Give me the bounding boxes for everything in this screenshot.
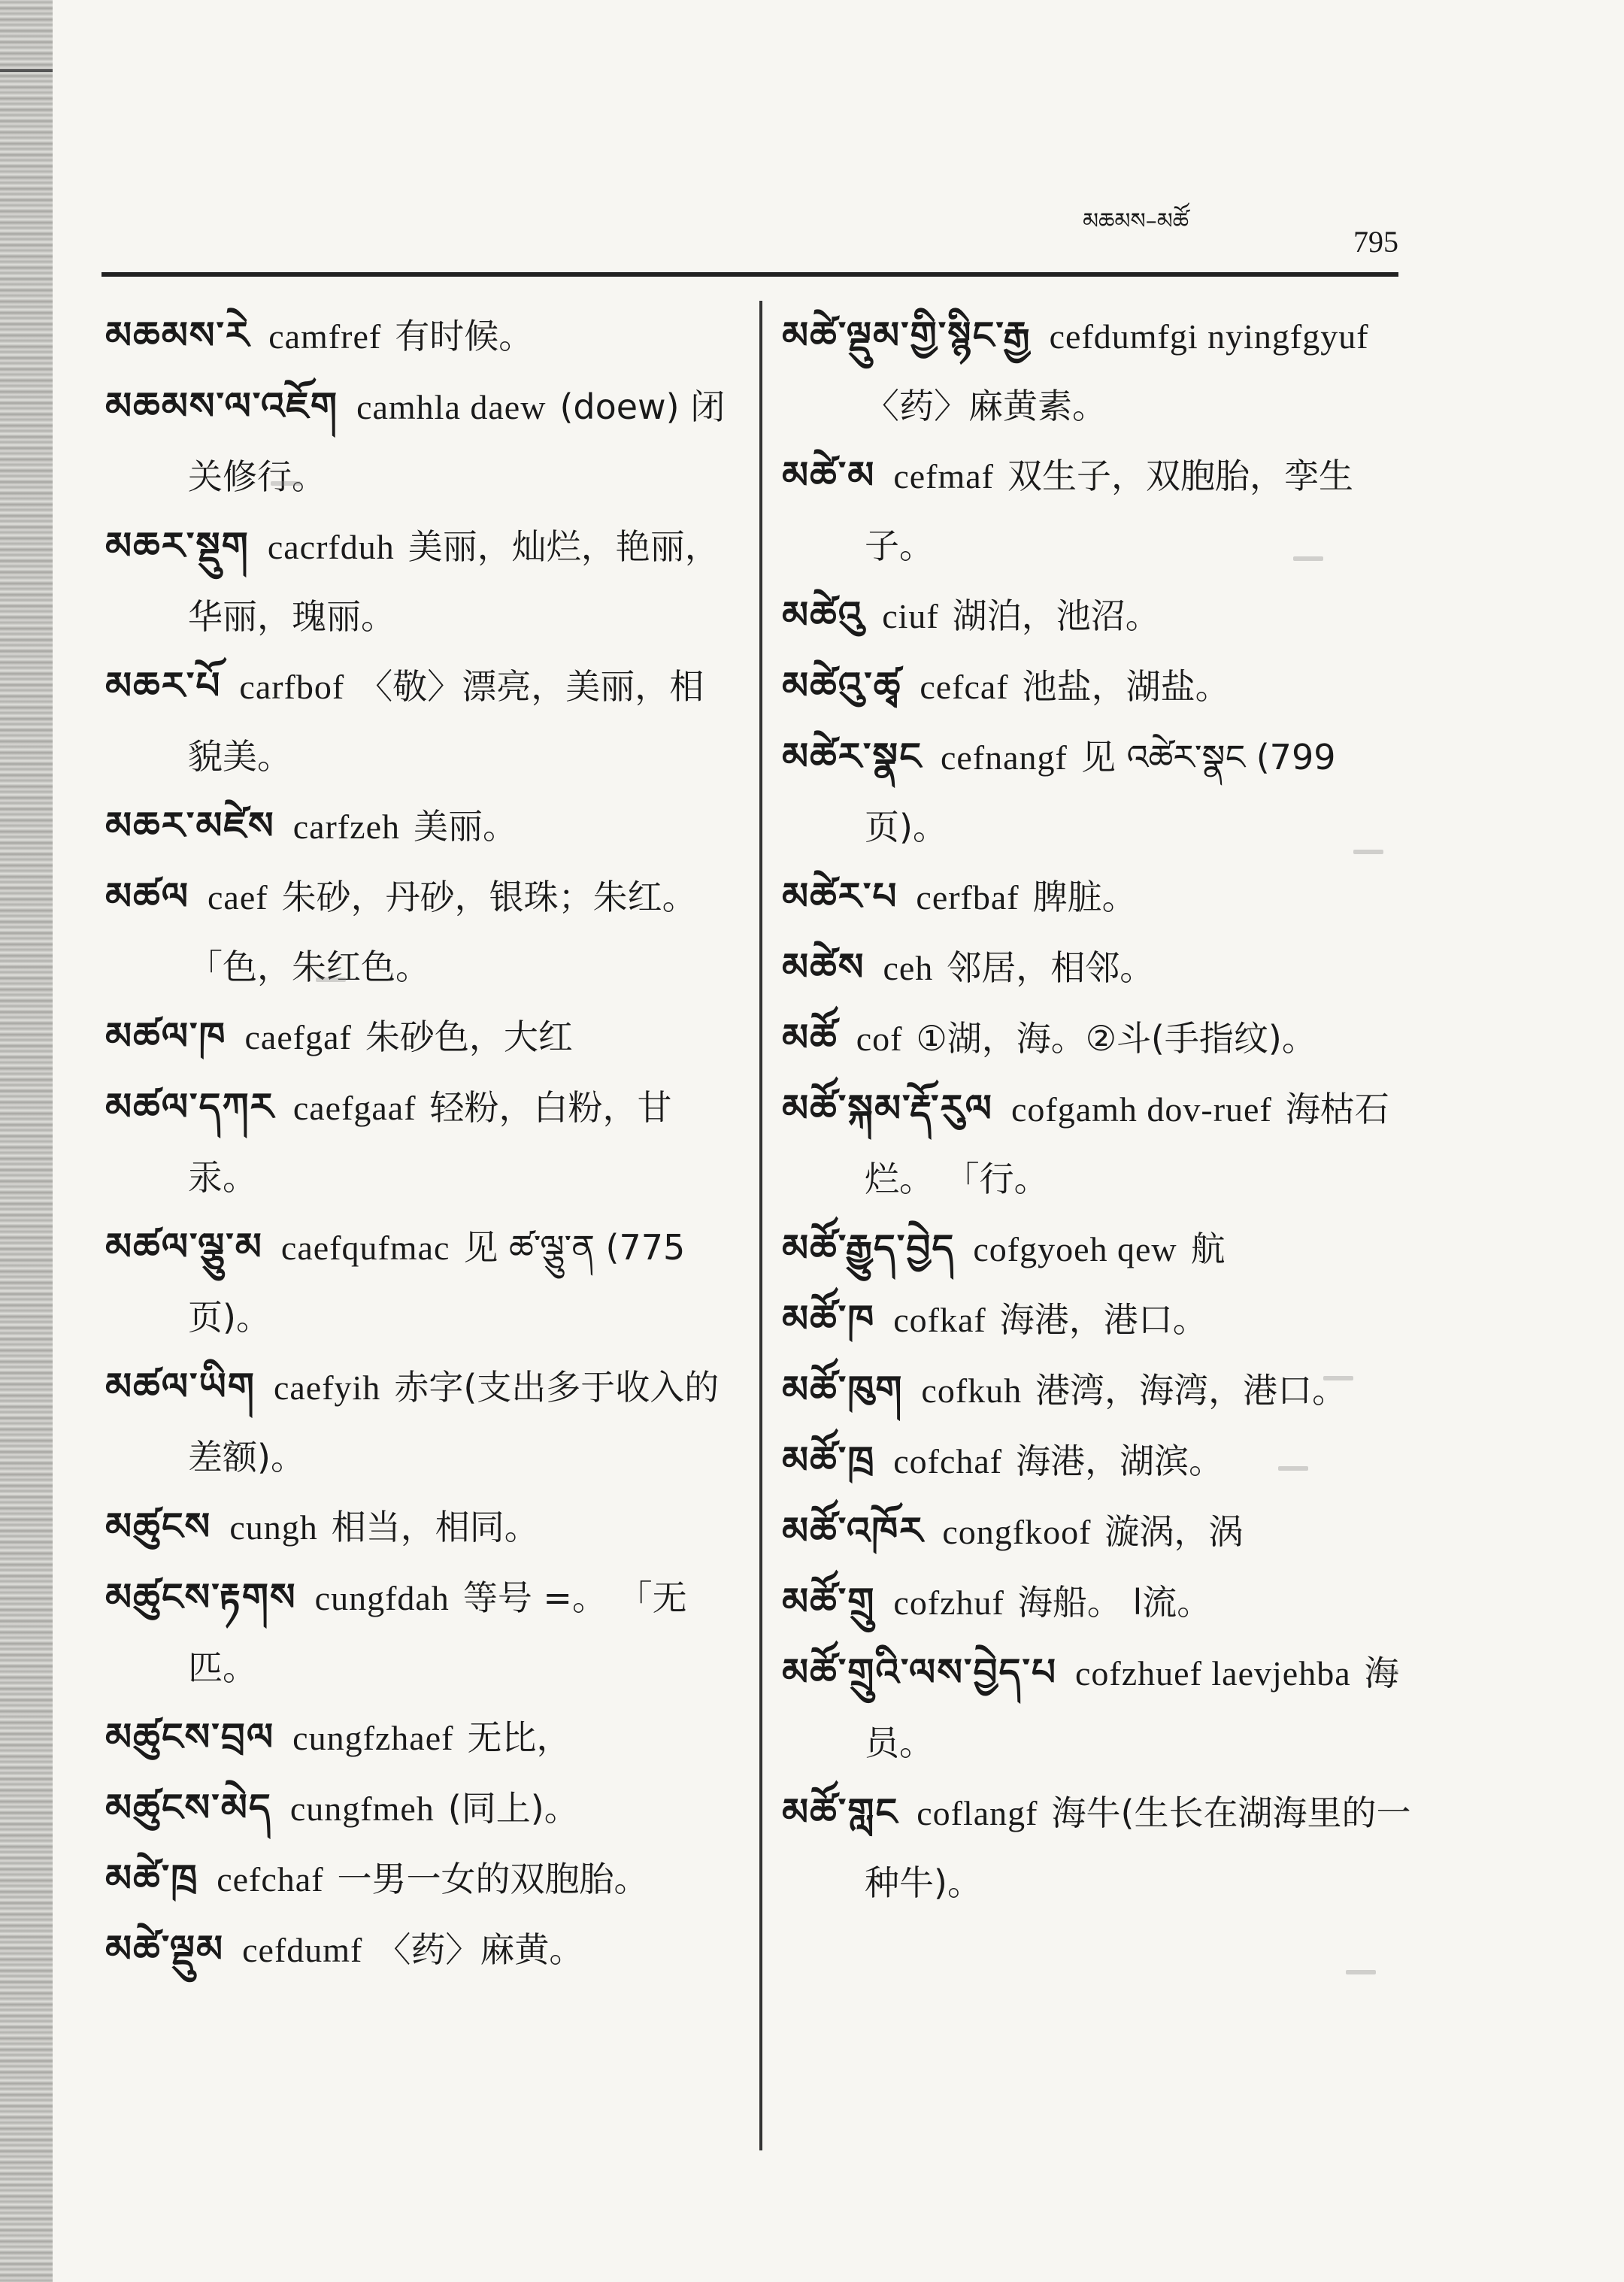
entry-definition: 脾脏。 <box>1032 877 1137 917</box>
dictionary-entry <box>782 1496 1413 1567</box>
entry-headword: མཆར་སྡུག <box>105 524 250 568</box>
entry-definition: 〈敬〉漂亮，美丽，相貌美。 <box>188 666 704 777</box>
entry-romanization: cefdumf <box>242 1931 363 1969</box>
dictionary-entry <box>105 371 737 511</box>
entry-definition: 朱砂色，大红 <box>365 1017 573 1057</box>
entry-headword: མཚེར་སྣང <box>782 735 923 778</box>
entry-romanization: caefyih <box>273 1368 381 1407</box>
scan-edge-shadow <box>0 0 53 2282</box>
entry-definition: 海港，港口。 <box>999 1299 1207 1340</box>
scan-speck <box>316 977 346 982</box>
entry-romanization: cungfdah <box>314 1579 450 1617</box>
entry-definition: 见 ཚ་ལྕུ་ན (775页)。 <box>188 1227 686 1338</box>
dictionary-entry <box>105 1352 737 1492</box>
entry-headword: མཚུངས <box>105 1505 212 1548</box>
dictionary-entry <box>782 1567 1413 1638</box>
entry-headword: མཚོ་ཁྲ <box>782 1438 876 1482</box>
scan-speck <box>1346 1970 1376 1974</box>
entry-headword: མཚུངས་བྲལ <box>105 1715 275 1759</box>
dictionary-entry <box>105 862 737 1002</box>
entry-headword: མཚུངས་མེད <box>105 1786 272 1829</box>
dictionary-entry <box>105 1492 737 1562</box>
entry-headword: མཆམས་ལ་འཇོག <box>105 384 339 428</box>
guide-words: མཆམས–མཚོ <box>1083 208 1189 235</box>
entry-definition: 邻居，相邻。 <box>947 947 1155 988</box>
entry-headword: མཆར་པོ <box>105 664 222 708</box>
dictionary-entry <box>782 1638 1413 1777</box>
page-header <box>1083 208 1398 259</box>
column-divider <box>759 301 762 2150</box>
scan-speck <box>1278 1466 1308 1471</box>
entry-definition: (同上)。 <box>447 1788 579 1829</box>
entry-headword: མཚལ <box>105 874 189 918</box>
entry-headword: མཚལ་དཀར <box>105 1085 275 1129</box>
entry-definition: 赤字(支出多于收入的差额)。 <box>188 1367 720 1477</box>
scan-speck <box>1353 850 1383 854</box>
entry-definition: 等号 =。 「无匹。 <box>188 1577 687 1688</box>
dictionary-entry <box>105 651 737 791</box>
entry-headword: མཚལ་ལྕུ་མ <box>105 1225 263 1268</box>
dictionary-entry <box>782 301 1413 441</box>
entry-romanization: cofkuh <box>921 1371 1023 1410</box>
entry-headword: མཚོ་གྲུ <box>782 1580 876 1623</box>
scan-edge-mark <box>0 69 53 72</box>
entry-definition: 双生子，双胞胎，孪生子。 <box>865 456 1353 566</box>
entry-romanization: cefcaf <box>920 668 1009 706</box>
right-column <box>782 301 1413 1917</box>
scan-speck <box>1323 1376 1353 1380</box>
dictionary-entry <box>105 511 737 651</box>
entry-headword: མཚལ་ཡིག <box>105 1365 256 1408</box>
entry-headword: མཚེའུ <box>782 593 865 637</box>
entry-headword: མཚོ་རྒྱུད་བྱེད <box>782 1226 956 1270</box>
entry-definition: 漩涡，涡 <box>1104 1511 1244 1552</box>
entry-headword: མཚེ་ཁྲ <box>105 1856 199 1900</box>
entry-headword: མཚུངས་རྟགས <box>105 1575 297 1619</box>
entry-romanization: cofzhuef laevjehba <box>1075 1654 1351 1693</box>
entry-romanization: caef <box>208 878 268 917</box>
entry-romanization: cungfzhaef <box>292 1719 454 1757</box>
entry-definition: 海港，湖滨。 <box>1016 1441 1224 1481</box>
dictionary-entry <box>782 722 1413 862</box>
entry-romanization: cofchaf <box>893 1442 1003 1480</box>
dictionary-entry <box>782 1355 1413 1426</box>
dictionary-entry <box>782 1214 1413 1284</box>
entry-headword: མཚོ <box>782 1016 838 1059</box>
entry-romanization: congfkoof <box>942 1513 1092 1551</box>
entry-headword: མཚོ་ཁ <box>782 1297 876 1341</box>
dictionary-entry <box>105 1212 737 1352</box>
dictionary-entry <box>105 1844 737 1914</box>
page-number: 795 <box>1353 225 1398 259</box>
entry-romanization: cacrfduh <box>267 528 395 566</box>
dictionary-entry <box>782 1003 1413 1074</box>
entry-definition: 港湾，海湾，港口。 <box>1035 1370 1347 1411</box>
entry-romanization: cerfbaf <box>916 878 1020 917</box>
entry-romanization: camfref <box>268 317 382 356</box>
entry-definition: 海牛(生长在湖海里的一种牛)。 <box>865 1793 1411 1903</box>
entry-definition: 海员。 <box>865 1653 1399 1763</box>
left-column <box>105 301 737 1985</box>
entry-romanization: cofgyoeh qew <box>973 1230 1177 1268</box>
dictionary-entry <box>782 651 1413 722</box>
dictionary-entry <box>105 1072 737 1212</box>
dictionary-entry <box>105 791 737 862</box>
header-rule <box>102 272 1398 277</box>
entry-definition: 相当，相同。 <box>331 1507 539 1547</box>
entry-headword: མཚོ་ཁུག <box>782 1368 904 1411</box>
entry-headword: མཚོ་གླང <box>782 1790 899 1834</box>
entry-headword: མཚེ་ལྡུམ <box>105 1927 225 1971</box>
entry-romanization: camhla daew <box>356 388 547 426</box>
entry-definition: 朱砂，丹砂，银珠；朱红。 「色，朱红色。 <box>188 877 697 987</box>
dictionary-entry <box>782 580 1413 651</box>
entry-romanization: coflangf <box>917 1794 1038 1832</box>
entry-definition: 轻粉，白粉，甘汞。 <box>188 1087 672 1198</box>
entry-headword: མཆར་མཛེས <box>105 804 275 847</box>
entry-definition: 见 འཚེར་སྣང (799页)。 <box>865 737 1336 847</box>
entry-romanization: carfzeh <box>292 808 401 846</box>
scan-speck <box>271 481 301 486</box>
entry-definition: 湖泊，池沼。 <box>952 596 1160 636</box>
scan-speck <box>1368 1669 1398 1674</box>
entry-definition: 美丽，灿烂，艳丽，华丽，瑰丽。 <box>188 526 720 637</box>
entry-romanization: ceh <box>883 949 934 987</box>
entry-romanization: cefnangf <box>940 738 1068 777</box>
entry-romanization: ciuf <box>882 597 939 635</box>
dictionary-entry <box>782 1284 1413 1355</box>
entry-definition: 海枯石烂。 「行。 <box>865 1089 1389 1199</box>
entry-definition: 海船。 l流。 <box>1017 1582 1212 1623</box>
dictionary-entry <box>105 1562 737 1702</box>
entry-romanization: cof <box>856 1020 903 1058</box>
entry-headword: མཚེའུ་ཚྭ <box>782 664 902 708</box>
entry-romanization: cefmaf <box>893 457 994 495</box>
entry-definition: 〈药〉麻黄。 <box>376 1929 584 1970</box>
dictionary-entry <box>105 1002 737 1072</box>
dictionary-entry <box>105 1773 737 1844</box>
entry-romanization: carfbof <box>239 668 345 706</box>
dictionary-entry <box>782 862 1413 932</box>
entry-romanization: cofzhuf <box>893 1583 1004 1622</box>
entry-headword: མཚེ་མ <box>782 453 876 497</box>
scan-speck <box>1293 556 1323 561</box>
entry-definition: 美丽。 <box>414 806 518 847</box>
dictionary-entry <box>105 301 737 371</box>
dictionary-entry <box>782 932 1413 1003</box>
entry-romanization: cofkaf <box>893 1301 986 1339</box>
dictionary-entry <box>105 1914 737 1985</box>
entry-headword: མཚོ་གྲུའི་ལས་བྱེད་པ <box>782 1650 1057 1694</box>
entry-definition: 有时候。 <box>395 316 534 356</box>
dictionary-entry <box>782 1777 1413 1917</box>
entry-headword: མཚེ་ལྡུམ་གྱི་སྙིང་རྒྱ <box>782 314 1032 357</box>
entry-definition: 航 <box>1190 1229 1226 1269</box>
entry-headword: མཆམས་རེ <box>105 314 251 357</box>
entry-romanization: cungfmeh <box>289 1790 435 1828</box>
entry-headword: མཚེར་པ <box>782 874 898 918</box>
entry-romanization: cefchaf <box>217 1860 324 1899</box>
entry-headword: མཚོ་སྐམ་རྡོ་རུལ <box>782 1086 993 1130</box>
entry-romanization: caefgaf <box>244 1018 352 1056</box>
entry-definition: 无比， <box>467 1717 571 1758</box>
entry-definition: (doew) 闭关修行。 <box>188 386 726 497</box>
entry-headword: མཚལ་ཁ <box>105 1014 227 1058</box>
dictionary-entry <box>105 1702 737 1773</box>
entry-romanization: cungh <box>229 1508 318 1547</box>
entry-headword: མཚེས <box>782 945 865 989</box>
entry-romanization: caefgaaf <box>292 1089 417 1127</box>
entry-romanization: cofgamh dov-ruef <box>1010 1090 1272 1129</box>
dictionary-entry <box>782 1426 1413 1496</box>
entry-headword: མཚོ་འཁོར <box>782 1509 925 1553</box>
entry-definition: 池盐，湖盐。 <box>1022 666 1230 707</box>
entry-definition: 一男一女的双胞胎。 <box>337 1859 649 1899</box>
dictionary-entry <box>782 1074 1413 1214</box>
entry-romanization: cefdumfgi nyingfgyuf <box>1049 317 1369 356</box>
entry-definition: ①湖，海。②斗(手指纹)。 <box>916 1018 1316 1059</box>
entry-definition: 〈药〉麻黄素。 <box>865 386 1107 426</box>
entry-romanization: caefqufmac <box>280 1229 450 1267</box>
